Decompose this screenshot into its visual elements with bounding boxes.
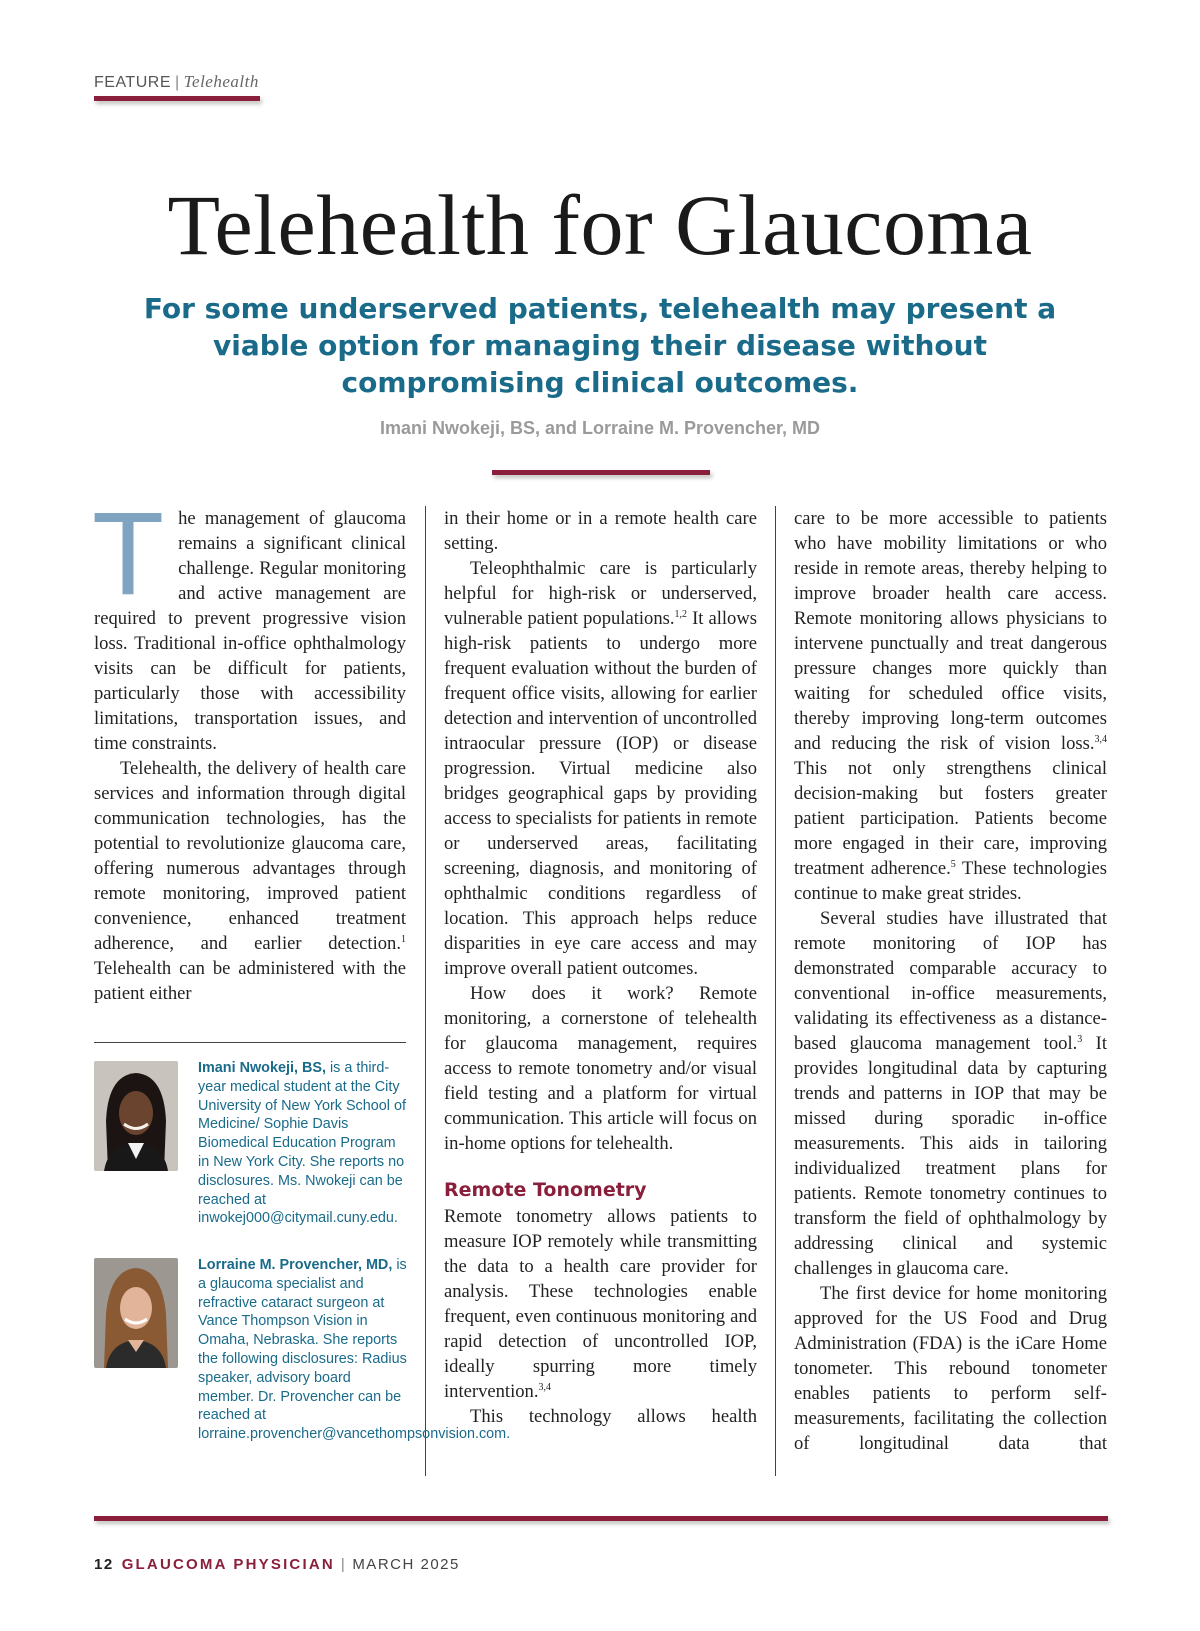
paragraph-text: Teleophthalmic care is particularly helpful for high-risk or underserved, vulnerable patient populations. — [444, 558, 757, 629]
paragraph-text: he management of glaucoma remains a significant clinical challenge. Regular monitoring and active management are required to prevent progressive vision loss. Traditional in-office ophthalmology visits can be difficult for patients, particularly those with accessibility limitations, transportation issues, and time constraints. — [94, 508, 406, 754]
article-subtitle: For some underserved patients, telehealth may present a viable option for managing their disease without compromising clinical outcomes. — [143, 292, 1057, 399]
divider-rule — [492, 470, 710, 475]
column-1 — [92, 488, 406, 1006]
paragraph: in their home or in a remote health care setting. — [444, 508, 757, 554]
author-photo — [94, 1061, 178, 1171]
paragraph — [794, 506, 1107, 906]
paragraph — [92, 488, 406, 756]
citation: 1,2 — [674, 608, 688, 620]
byline: Imani Nwokeji, BS, and Lorraine M. Provencher, MD — [379, 418, 821, 438]
paragraph: This technology allows health — [470, 1406, 757, 1427]
footer-rule — [94, 1516, 1108, 1521]
paragraph: How does it work? Remote monitoring, a cornerstone of telehealth for glaucoma management, requires access to remote tonometry and/or visual field testing and a platform for virtual communication. This article will focus on in-home options for telehealth. — [444, 983, 757, 1154]
publication-name: GLAUCOMA PHYSICIAN — [121, 1556, 335, 1573]
article-title: Telehealth for Glaucoma — [167, 177, 1033, 273]
citation: 3,4 — [1094, 733, 1107, 745]
citation: 1 — [401, 933, 406, 945]
bio-rule — [94, 1042, 406, 1043]
author-name: Imani Nwokeji, BS, — [198, 1060, 326, 1076]
section-heading: Remote Tonometry — [444, 1179, 647, 1201]
section-topic: Telehealth — [183, 72, 259, 91]
column-2 — [444, 506, 757, 1429]
paragraph-text: care to be more accessible to patients who have mobility limitations or who reside in remote areas, thereby helping to improve broader health care access. Remote monitoring allows physicians to intervene punctually and treat dangerous pressure changes more quickly than waiting for scheduled office visits, thereby improving long-term outcomes and reducing the risk of vision loss. — [794, 508, 1107, 754]
page-number: 12 — [94, 1556, 114, 1573]
page-footer — [94, 1556, 460, 1573]
issue-date: MARCH 2025 — [352, 1556, 460, 1573]
bio-details: is a third-year medical student at the City University of New York School of Medicine/ Sophie Davis Biomedical Education Program in New York City. She reports no disclosures. Ms. Nwokeji can be reached at inwokej000@citymail.cuny.edu. — [198, 1060, 406, 1227]
paragraph-text: This not only strengthens clinical decision-making but fosters greater patient participation. Patients become more engaged in their care, improving treatment adherence. — [794, 758, 1107, 879]
citation: 5 — [950, 858, 956, 870]
section-label — [94, 72, 259, 92]
author-photo — [94, 1258, 178, 1368]
section-name: FEATURE — [94, 74, 171, 91]
author-portrait-icon — [94, 1061, 178, 1171]
drop-cap: T — [92, 488, 165, 620]
paragraph-text: These technologies continue to make great strides. — [794, 858, 1107, 904]
header-rule — [94, 96, 260, 101]
paragraph-text: It allows high-risk patients to undergo more frequent evaluation without the burden of frequent office visits, allowing for earlier detection and intervention of uncontrolled intraocular pressure (IOP) or disease progression. Virtual medicine also bridges geographical gaps by providing access to specialists for patients in remote or underserved areas, facilitating screening, diagnosis, and monitoring of ophthalmic conditions regardless of location. This approach helps reduce disparities in eye care access and may improve overall patient outcomes. — [444, 608, 758, 979]
paragraph-text: Remote tonometry allows patients to measure IOP remotely while transmitting the data to a health care provider for analysis. These technologies enable frequent, even continuous monitoring and rapid detection of uncontrolled IOP, ideally spurring more timely intervention. — [444, 1206, 757, 1402]
paragraph — [444, 1204, 757, 1404]
paragraph — [794, 906, 1107, 1281]
paragraph-text: Telehealth, the delivery of health care services and information through digital communication technologies, has the potential to revolutionize glaucoma care, offering numerous advantages through remote monitoring, improved patient convenience, enhanced treatment adherence, and earlier detection. — [94, 758, 406, 954]
column-rule — [775, 506, 776, 1476]
paragraph-text: It provides longitudinal data by capturing trends and patterns in IOP that may be missed during sporadic in-office measurements. This aids in tailoring individualized treatment plans for patients. Remote tonometry continues to transform the field of ophthalmology by addressing clinical and systemic challenges in glaucoma care. — [794, 1033, 1107, 1279]
bio-details: is a glaucoma specialist and refractive cataract surgeon at Vance Thompson Vision in Omaha, Nebraska. She reports the following disclosures: Radius speaker, advisory board member. Dr. Provencher can be reached at lorraine.provencher@vancethompsonvision.com. — [198, 1257, 511, 1443]
author-bio-text — [198, 1059, 408, 1228]
citation: 3 — [1077, 1033, 1083, 1045]
column-rule — [425, 506, 426, 1476]
paragraph: The first device for home monitoring approved for the US Food and Drug Administration (FDA) is the iCare Home tonometer. This rebound tonometer enables patients to perform self-measurements, facilitating the collection of longitudinal data that — [794, 1283, 1107, 1454]
paragraph-text: Several studies have illustrated that remote monitoring of IOP has demonstrated comparable accuracy to conventional in-office measurements, validating its effectiveness as a distance-based glaucoma management tool. — [794, 908, 1107, 1054]
citation: 3,4 — [538, 1381, 551, 1393]
section-separator: | — [174, 74, 180, 91]
paragraph — [94, 756, 406, 1006]
author-portrait-icon — [94, 1258, 178, 1368]
paragraph-text: Telehealth can be administered with the patient either — [94, 958, 406, 1004]
author-bio-text — [198, 1256, 511, 1444]
paragraph — [444, 556, 757, 981]
author-name: Lorraine M. Provencher, MD, — [198, 1257, 393, 1273]
column-3 — [794, 506, 1107, 1456]
footer-separator: | — [340, 1556, 347, 1573]
